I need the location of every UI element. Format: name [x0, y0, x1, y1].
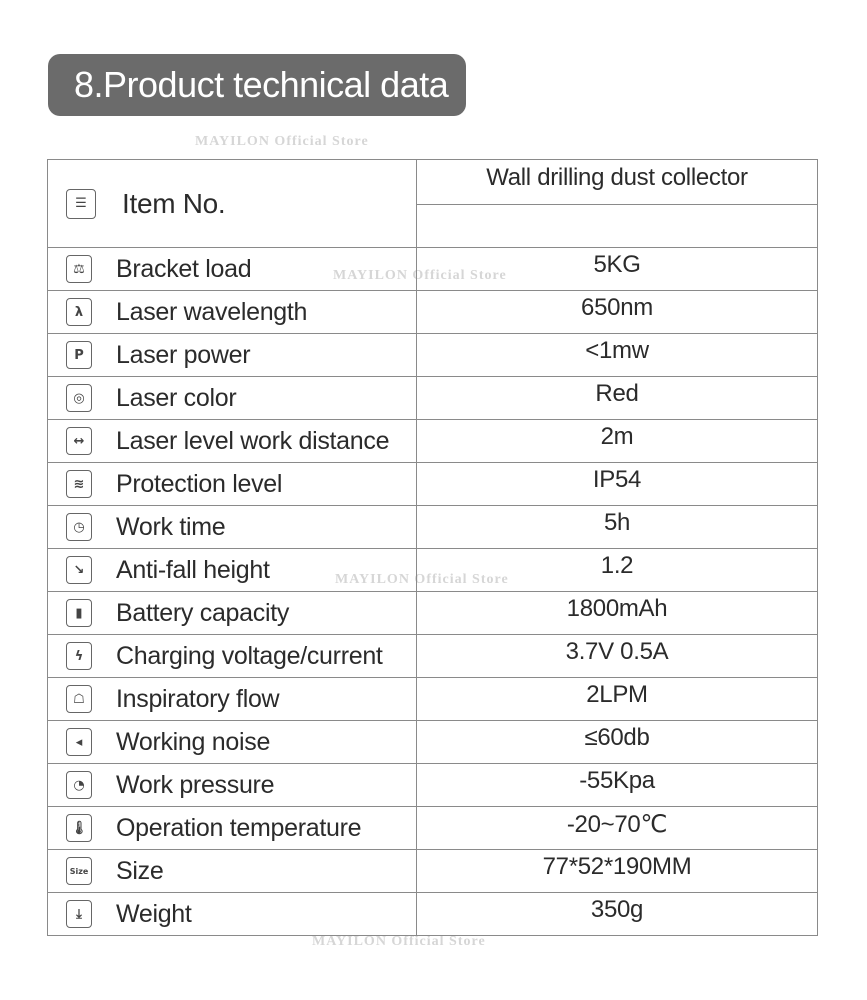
table-row [48, 850, 818, 893]
spec-value-cell [417, 420, 818, 463]
spec-value-cell [417, 635, 818, 678]
speaker-icon: ◂ [66, 728, 92, 756]
spec-label-cell [48, 506, 417, 549]
spec-value: 3.7V 0.5A [565, 638, 669, 665]
spec-label: Battery capacity [116, 598, 290, 627]
spec-label: Working noise [116, 727, 271, 756]
spec-value-cell [417, 721, 818, 764]
spec-value-cell [417, 248, 818, 291]
table-row [48, 549, 818, 592]
table-row [48, 420, 818, 463]
spec-value: 2LPM [586, 681, 648, 708]
spec-value-cell [417, 463, 818, 506]
weight-down-icon: ⤓ [66, 900, 92, 928]
table-row [48, 807, 818, 850]
spec-value-cell [417, 893, 818, 936]
table-row [48, 635, 818, 678]
fall-arrow-icon: ↘ [66, 556, 92, 584]
item-value-cell-2 [417, 205, 818, 248]
spec-value: 350g [590, 896, 644, 923]
spec-label: Inspiratory flow [116, 684, 280, 713]
spec-value-cell [417, 678, 818, 721]
table-row [48, 377, 818, 420]
spec-label-cell [48, 721, 417, 764]
lightning-icon: ϟ [66, 642, 92, 670]
spec-value-cell [417, 850, 818, 893]
spec-value: 650nm [581, 294, 653, 321]
spec-value: -20~70℃ [566, 810, 668, 838]
gauge-icon: ◔ [66, 771, 92, 799]
table-row [48, 721, 818, 764]
watermark: MAYILON Official Store [335, 572, 509, 587]
spec-value: 77*52*190MM [542, 853, 692, 880]
spec-label: Weight [116, 899, 192, 928]
spec-label-cell [48, 334, 417, 377]
spec-value: 5KG [593, 251, 641, 278]
spec-value: 2m [600, 423, 634, 450]
spec-label: Protection level [116, 469, 283, 498]
spec-label-cell [48, 377, 417, 420]
spec-label-cell [48, 420, 417, 463]
item-value: Wall drilling dust collector [486, 164, 748, 191]
spec-label: Charging voltage/current [116, 641, 383, 670]
spec-label-cell [48, 850, 417, 893]
spec-label: Operation temperature [116, 813, 362, 842]
spec-value: 5h [603, 509, 631, 536]
battery-icon: ▮ [66, 599, 92, 627]
spec-label: Work time [116, 512, 226, 541]
spec-value-cell [417, 377, 818, 420]
distance-arrow-icon: ↔ [66, 427, 92, 455]
spec-value: <1mw [585, 337, 649, 364]
table-row-header [48, 160, 818, 205]
table-row [48, 334, 818, 377]
item-label-cell [48, 160, 417, 248]
power-p-icon: P [66, 341, 92, 369]
spec-label: Size [116, 856, 164, 885]
lambda-icon: λ [66, 298, 92, 326]
spec-label: Work pressure [116, 770, 275, 799]
spec-value-cell [417, 291, 818, 334]
spec-value-cell [417, 334, 818, 377]
table-row [48, 291, 818, 334]
spec-value-cell [417, 764, 818, 807]
spec-label-cell [48, 807, 417, 850]
table-row [48, 764, 818, 807]
spec-value: Red [595, 380, 639, 407]
spec-value-cell [417, 506, 818, 549]
size-icon: Size [66, 857, 92, 885]
color-rings-icon: ◎ [66, 384, 92, 412]
spec-value-cell [417, 807, 818, 850]
watermark: MAYILON Official Store [195, 134, 369, 149]
section-title-text: 8.Product technical data [74, 64, 449, 105]
spec-label: Bracket load [116, 254, 252, 283]
spec-value: 1.2 [600, 552, 634, 579]
table-row [48, 248, 818, 291]
spec-value: IP54 [592, 466, 642, 493]
spec-label-cell [48, 635, 417, 678]
section-title [48, 54, 466, 116]
spec-table [47, 159, 818, 936]
spec-label: Anti-fall height [116, 555, 270, 584]
watermark: MAYILON Official Store [312, 934, 486, 949]
spec-label-cell [48, 248, 417, 291]
spec-value-cell [417, 549, 818, 592]
airflow-icon: ☖ [66, 685, 92, 713]
spec-label-cell [48, 764, 417, 807]
list-icon: ☰ [66, 189, 96, 219]
protection-waves-icon: ≋ [66, 470, 92, 498]
item-value-cell [417, 160, 818, 205]
spec-label-cell [48, 291, 417, 334]
table-row [48, 463, 818, 506]
spec-value: -55Kpa [579, 767, 655, 794]
spec-label: Laser wavelength [116, 297, 308, 326]
weight-scale-icon: ⚖ [66, 255, 92, 283]
spec-label-cell [48, 678, 417, 721]
spec-label-cell [48, 592, 417, 635]
spec-label: Laser level work distance [116, 426, 390, 455]
spec-label-cell [48, 463, 417, 506]
spec-value: ≤60db [584, 724, 650, 751]
table-row [48, 592, 818, 635]
item-label: Item No. [122, 187, 226, 219]
spec-label-cell [48, 549, 417, 592]
table-row [48, 506, 818, 549]
thermometer-icon: 🌡 [66, 814, 92, 842]
watermark: MAYILON Official Store [333, 268, 507, 283]
spec-value: 1800mAh [566, 595, 668, 622]
clock-icon: ◷ [66, 513, 92, 541]
table-row [48, 893, 818, 936]
table-row [48, 678, 818, 721]
spec-label: Laser color [116, 383, 237, 412]
spec-label: Laser power [116, 340, 251, 369]
spec-label-cell [48, 893, 417, 936]
spec-value-cell [417, 592, 818, 635]
